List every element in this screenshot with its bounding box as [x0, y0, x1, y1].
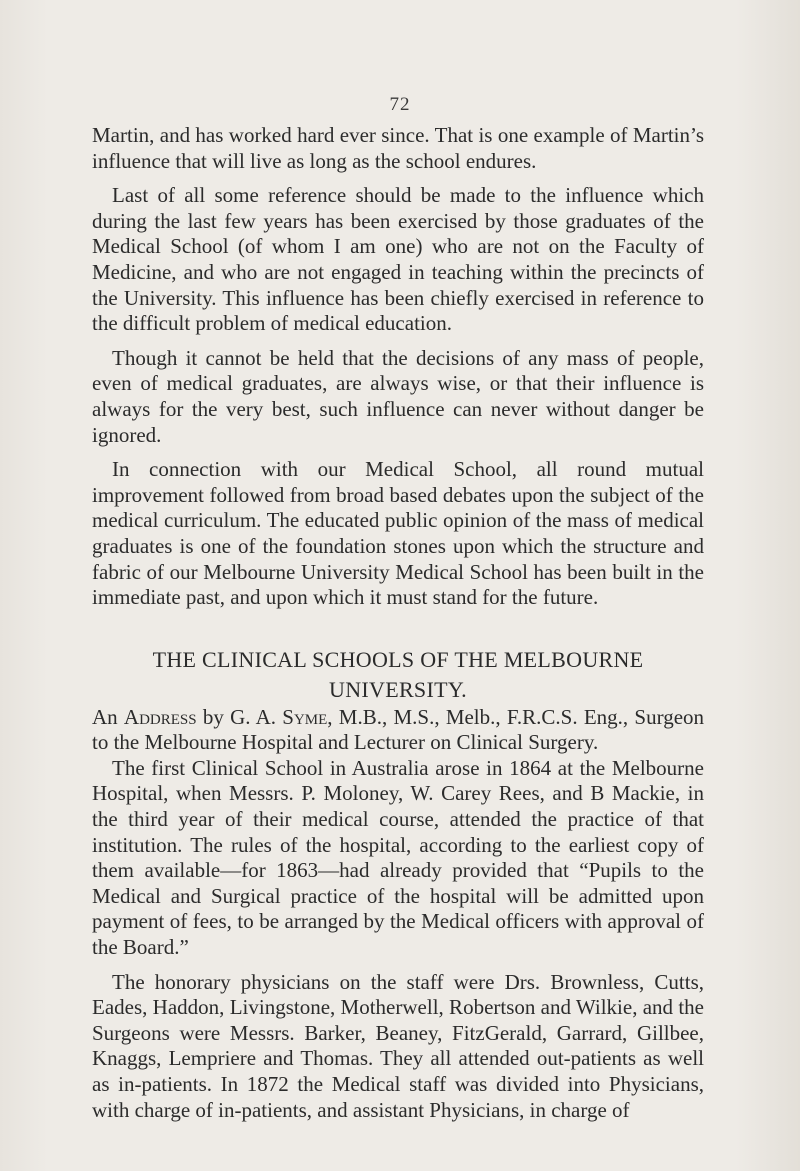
paragraph-3: Though it cannot be held that the decisions of any mass of people, even of medical graduates, are always wise, or that their influence is always for the very best, such influence can never without danger be ignored. — [92, 345, 704, 447]
page-number: 72 — [389, 94, 411, 115]
paragraph-4: In connection with our Medical School, all round mutual improvement followed from broad based debates upon the subject of the medical curriculum. The educated public opinion of the mass of medical graduates is one of the foundation stones upon which the structure and fabric of our Melbourne University Medical School has been built in the immediate past, and upon which it must stand for the future. — [92, 457, 704, 610]
paragraph-2: Last of all some reference should be made to the influence which during the last few years has been exercised by those graduates of the Medical School (of whom I am one) who are not on the Faculty of Medicine, and who are not engaged in teaching within the precincts of the University. This influence has been chiefly exercised in reference to the difficult problem of medical education. — [92, 183, 704, 336]
paragraph-6: The honorary physicians on the staff were Drs. Brownless, Cutts, Eades, Haddon, Livingstone, Motherwell, Robertson and Wilkie, and the Surgeons were Messrs. Barker, Beaney, FitzGerald, Garrard, Gillbee, Knaggs, Lempriere and Thomas. They all attended out-patients as well as in-patients. In 1872 the Medical staff was divided into Physicians, with charge of in-patients, and assistant Physicians, in charge of — [92, 969, 704, 1122]
paragraph-5: The first Clinical School in Australia arose in 1864 at the Melbourne Hospital, when Messrs. P. Moloney, W. Carey Rees, and B Mackie, in the third year of their medical course, attended the practice of that institution. The rules of the hospital, according to the earliest copy of them available—for 1863—had already provided that “Pupils to the Medical and Surgical practice of the hospital will be admitted upon payment of fees, to be arranged by the Medical officers with approval of the Board.” — [92, 755, 704, 960]
byline-by: by — [196, 704, 231, 729]
byline-address: Address — [123, 704, 197, 729]
section-heading: THE CLINICAL SCHOOLS OF THE MELBOURNE UNIVERSITY. — [152, 646, 644, 702]
byline — [92, 705, 704, 756]
byline-author: G. A. Syme, — [230, 704, 333, 729]
byline-rest: M.B., M.S., Melb., F.R.C.S. Eng., Surgeon to the Melbourne Hospital and Lecturer on Clinical Surgery. — [92, 704, 705, 755]
paragraph-1: Martin, and has worked hard ever since. That is one example of Martin’s influence that will live as long as the school endures. — [92, 123, 704, 173]
page-body — [92, 123, 704, 1123]
byline-prefix: An — [92, 704, 124, 729]
